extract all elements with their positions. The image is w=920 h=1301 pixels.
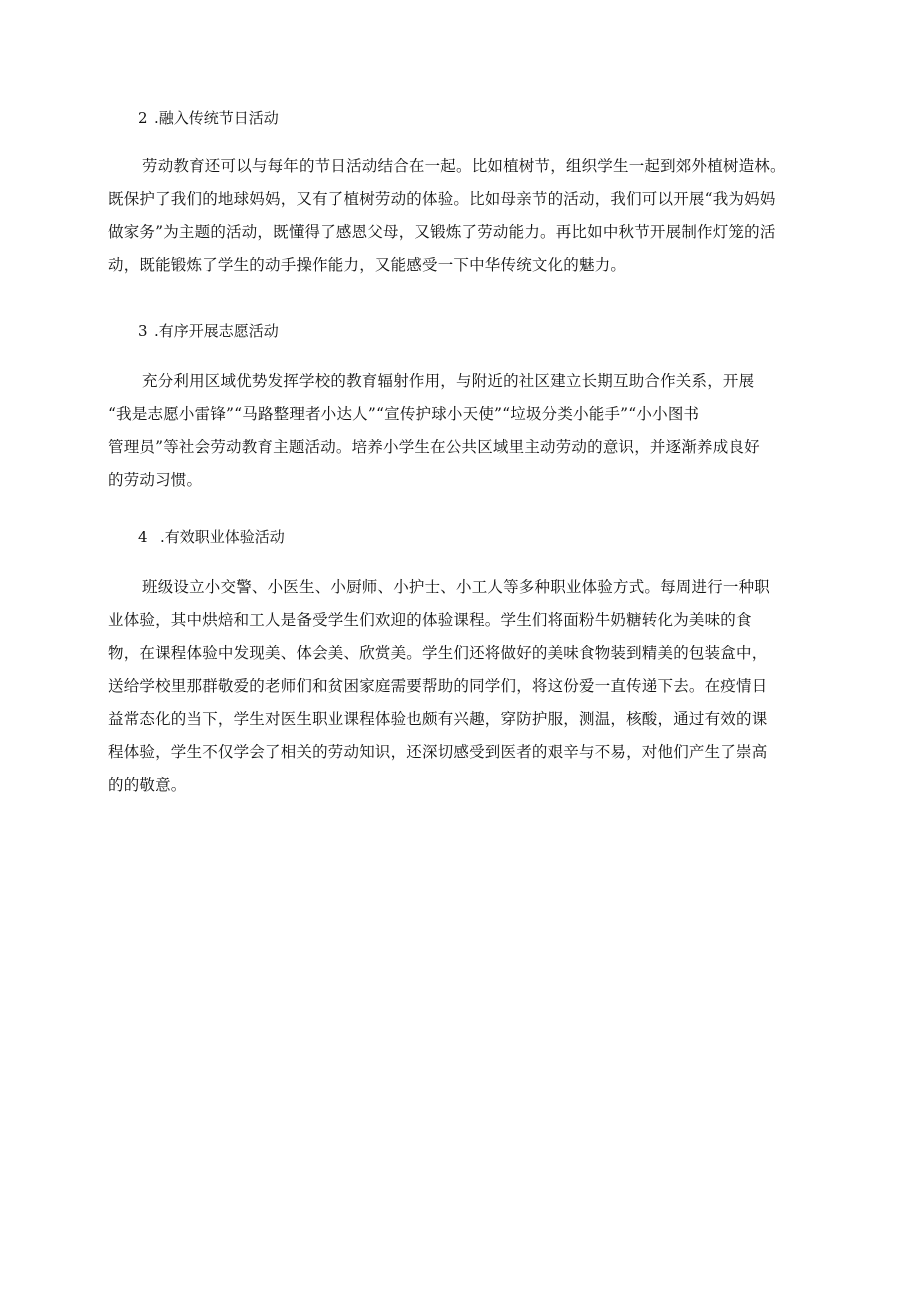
paragraph-line: 劳动教育还可以与每年的节日活动结合在一起。比如植树节，组织学生一起到郊外植树造林。 — [142, 157, 786, 175]
paragraph-line: 的的敬意。 — [108, 776, 187, 794]
section-number: 4 — [138, 528, 148, 546]
section-heading-2 — [138, 107, 279, 129]
section-title: .融入传统节日活动 — [154, 109, 279, 127]
paragraph-line: “我是志愿小雷锋”“马路整理者小达人”“宣传护球小天使”“垃圾分类小能手”“小小图书 — [108, 405, 700, 423]
section-heading-4 — [138, 526, 285, 548]
paragraph-line: 做家务”为主题的活动，既懂得了感恩父母，又锻炼了劳动能力。再比如中秋节开展制作灯笼的活 — [108, 223, 776, 241]
section-paragraph-3 — [108, 365, 838, 497]
paragraph-line: 业体验，其中烘焙和工人是备受学生们欢迎的体验课程。学生们将面粉牛奶糖转化为美味的食 — [108, 611, 752, 629]
section-paragraph-2 — [108, 150, 838, 282]
section-title: .有效职业体验活动 — [160, 528, 285, 546]
paragraph-line: 程体验，学生不仅学会了相关的劳动知识，还深切感受到医者的艰辛与不易，对他们产生了崇高 — [108, 743, 768, 761]
paragraph-line: 的劳动习惯。 — [108, 471, 203, 489]
paragraph-line: 物，在课程体验中发现美、体会美、欣赏美。学生们还将做好的美味食物装到精美的包装盒中， — [108, 644, 768, 662]
paragraph-line: 管理员”等社会劳动教育主题活动。培养小学生在公共区域里主动劳动的意识，并逐渐养成良好 — [108, 438, 760, 456]
paragraph-line: 益常态化的当下，学生对医生职业课程体验也颇有兴趣，穿防护服，测温，核酸，通过有效的课 — [108, 710, 768, 728]
paragraph-line: 动，既能锻炼了学生的动手操作能力，又能感受一下中华传统文化的魅力。 — [108, 256, 627, 274]
section-title: .有序开展志愿活动 — [154, 322, 279, 340]
paragraph-line: 班级设立小交警、小医生、小厨师、小护士、小工人等多种职业体验方式。每周进行一种职 — [142, 578, 771, 596]
section-number: 3 — [138, 322, 148, 340]
section-heading-3 — [138, 320, 279, 342]
section-number: 2 — [138, 109, 148, 127]
section-paragraph-4 — [108, 571, 838, 802]
paragraph-line: 充分利用区域优势发挥学校的教育辐射作用，与附近的社区建立长期互助合作关系，开展 — [142, 372, 755, 390]
paragraph-line: 送给学校里那群敬爱的老师们和贫困家庭需要帮助的同学们，将这份爱一直传递下去。在疫情日 — [108, 677, 768, 695]
paragraph-line: 既保护了我们的地球妈妈，又有了植树劳动的体验。比如母亲节的活动，我们可以开展“我为妈妈 — [108, 190, 776, 208]
